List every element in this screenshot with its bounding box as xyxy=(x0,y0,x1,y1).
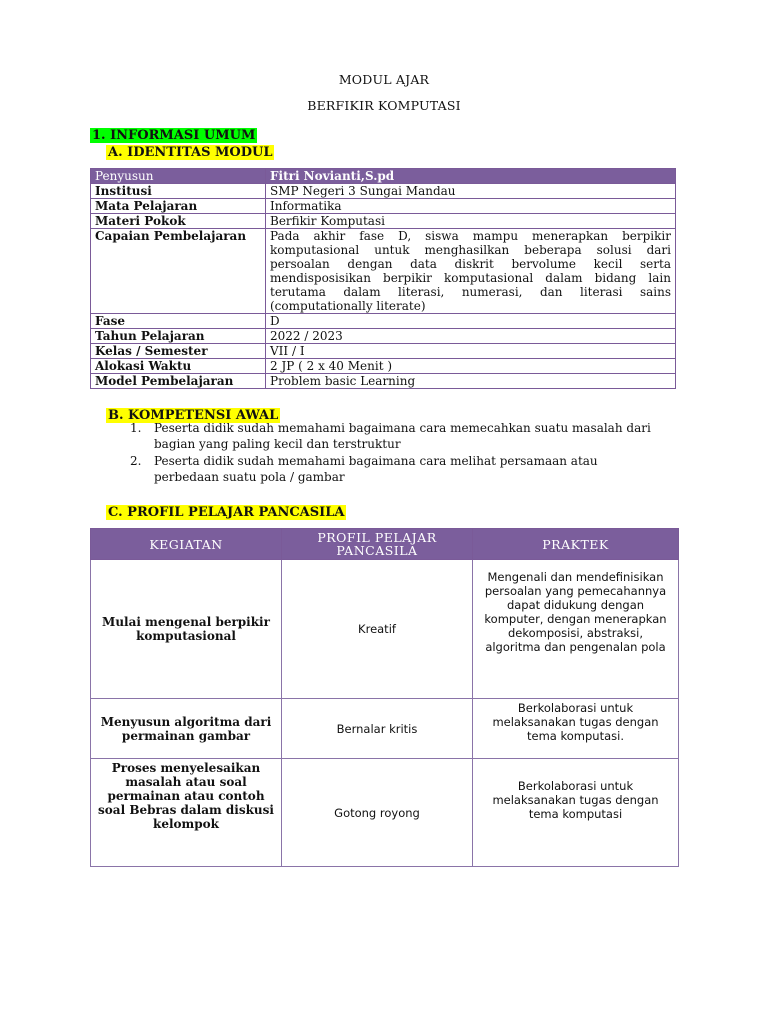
subsection-a-label: A. IDENTITAS MODUL xyxy=(108,145,273,160)
table-row xyxy=(91,699,679,759)
kegiatan-cell: Mulai mengenal berpikir komputasional xyxy=(91,560,282,699)
subsection-heading-profil-pelajar xyxy=(106,501,346,520)
identity-value: 2 JP ( 2 x 40 Menit ) xyxy=(266,359,676,374)
identity-key: Institusi xyxy=(91,184,266,199)
table-row xyxy=(91,759,679,867)
praktek-cell: Mengenali dan mendefinisikan persoalan yang pemecahannya dapat didukung dengan komputer, dengan menerapkan dekomposisi, abstraksi, algoritma dan pengenalan pola xyxy=(473,560,679,699)
subsection-c-label: C. PROFIL PELAJAR PANCASILA xyxy=(108,505,345,520)
list-item xyxy=(130,453,660,485)
identity-key: Capaian Pembelajaran xyxy=(91,229,266,314)
identity-header-key: Penyusun xyxy=(91,169,266,184)
table-row xyxy=(91,214,676,229)
subsection-b-label: B. KOMPETENSI AWAL xyxy=(108,408,279,423)
table-row xyxy=(91,184,676,199)
identity-value: SMP Negeri 3 Sungai Mandau xyxy=(266,184,676,199)
identity-value: Informatika xyxy=(266,199,676,214)
table-row xyxy=(91,359,676,374)
identity-value: Problem basic Learning xyxy=(266,374,676,389)
identity-value: Pada akhir fase D, siswa mampu menerapkan berpikir komputasional untuk menghasilkan beberapa solusi dari persoalan dengan data diskrit bervolume kecil serta mendisposisikan berpikir komputasional dalam bidang lain terutama dalam literasi, numerasi, dan literasi sains (computationally literate) xyxy=(266,229,676,314)
identity-key: Alokasi Waktu xyxy=(91,359,266,374)
identity-key: Mata Pelajaran xyxy=(91,199,266,214)
competency-list xyxy=(130,420,660,486)
table-row xyxy=(91,374,676,389)
table-row xyxy=(91,560,679,699)
profile-table xyxy=(90,528,679,867)
identity-header-row xyxy=(91,169,676,184)
identity-header-value: Fitri Novianti,S.pd xyxy=(266,169,676,184)
table-row xyxy=(91,344,676,359)
identity-key: Kelas / Semester xyxy=(91,344,266,359)
profil-cell: Kreatif xyxy=(282,560,473,699)
profil-cell: Bernalar kritis xyxy=(282,699,473,759)
section-1-label: 1. INFORMASI UMUM xyxy=(92,128,256,143)
praktek-cell: Berkolaborasi untuk melaksanakan tugas dengan tema komputasi xyxy=(473,759,679,867)
identity-key: Model Pembelajaran xyxy=(91,374,266,389)
column-header-praktek: PRAKTEK xyxy=(473,529,679,560)
profil-cell: Gotong royong xyxy=(282,759,473,867)
identity-value: D xyxy=(266,314,676,329)
list-item-number: 1. xyxy=(130,421,142,435)
identity-key: Tahun Pelajaran xyxy=(91,329,266,344)
identity-table xyxy=(90,168,676,389)
column-header-profil: PROFIL PELAJAR PANCASILA xyxy=(282,529,473,560)
table-row xyxy=(91,329,676,344)
kegiatan-cell: Menyusun algoritma dari permainan gambar xyxy=(91,699,282,759)
praktek-cell: Berkolaborasi untuk melaksanakan tugas dengan tema komputasi. xyxy=(473,699,679,759)
list-item-number: 2. xyxy=(130,454,142,468)
identity-value: VII / I xyxy=(266,344,676,359)
identity-key: Fase xyxy=(91,314,266,329)
list-item-text: Peserta didik sudah memahami bagaimana cara memecahkan suatu masalah dari bagian yang paling kecil dan terstruktur xyxy=(154,421,651,451)
identity-value: Berfikir Komputasi xyxy=(266,214,676,229)
table-row xyxy=(91,229,676,314)
list-item-text: Peserta didik sudah memahami bagaimana cara melihat persamaan atau perbedaan suatu pola / gambar xyxy=(154,454,598,484)
subsection-heading-identitas-modul xyxy=(106,141,274,160)
page-subtitle: BERFIKIR KOMPUTASI xyxy=(307,98,461,113)
profile-header-row xyxy=(91,529,679,560)
list-item xyxy=(130,420,660,452)
page-title: MODUL AJAR xyxy=(338,72,430,87)
table-row xyxy=(91,314,676,329)
table-row xyxy=(91,199,676,214)
column-header-kegiatan: KEGIATAN xyxy=(91,529,282,560)
identity-value: 2022 / 2023 xyxy=(266,329,676,344)
kegiatan-cell: Proses menyelesaikan masalah atau soal permainan atau contoh soal Bebras dalam diskusi kelompok xyxy=(91,759,282,867)
identity-key: Materi Pokok xyxy=(91,214,266,229)
